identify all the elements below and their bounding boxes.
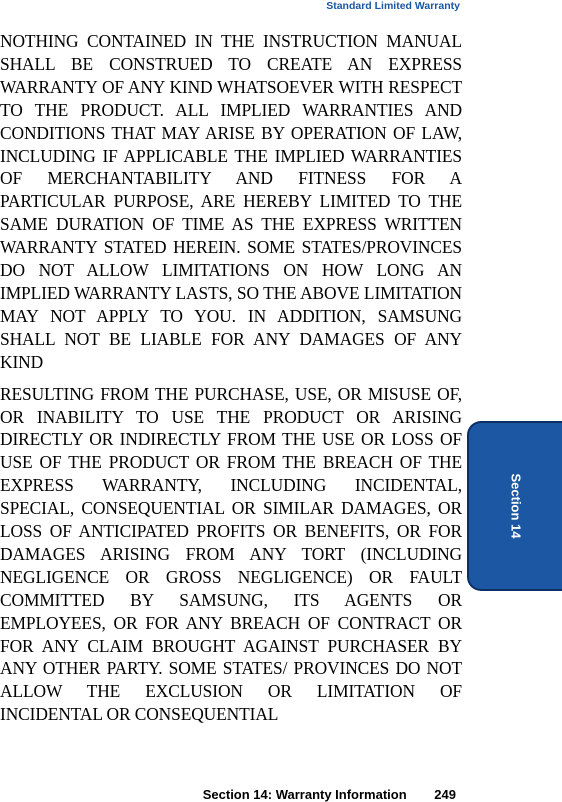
warranty-body-text: [0, 30, 462, 726]
paragraph-damages-limitation: RESULTING FROM THE PURCHASE, USE, OR MISUSE OF, OR INABILITY TO USE THE PRODUCT OR ARISING DIRECTLY OR INDIRECTLY FROM THE USE OR LOSS OF USE OF THE PRODUCT OR FROM THE BREACH OF THE EXPRESS WARRANTY, INCLUDING INCIDENTAL, SPECIAL, CONSEQUENTIAL OR SIMILAR DAMAGES, OR LOSS OF ANTICIPATED PROFITS OR BENEFITS, OR FOR DAMAGES ARISING FROM ANY TORT (INCLUDING NEGLIGENCE OR GROSS NEGLIGENCE) OR FAULT COMMITTED BY SAMSUNG, ITS AGENTS OR EMPLOYEES, OR FOR ANY BREACH OF CONTRACT OR FOR ANY CLAIM BROUGHT AGAINST PURCHASER BY ANY OTHER PARTY. SOME STATES/ PROVINCES DO NOT ALLOW THE EXCLUSION OR LIMITATION OF INCIDENTAL OR CONSEQUENTIAL: [0, 383, 462, 725]
section-tab-label: Section 14: [508, 473, 523, 539]
footer-section-title: Section 14: Warranty Information: [202, 787, 407, 802]
paragraph-implied-warranties: NOTHING CONTAINED IN THE INSTRUCTION MANUAL SHALL BE CONSTRUED TO CREATE AN EXPRESS WARRANTY OF ANY KIND WHATSOEVER WITH RESPECT TO THE PRODUCT. ALL IMPLIED WARRANTIES AND CONDITIONS THAT MAY ARISE BY OPERATION OF LAW, INCLUDING IF APPLICABLE THE IMPLIED WARRANTIES OF MERCHANTABILITY AND FITNESS FOR A PARTICULAR PURPOSE, ARE HEREBY LIMITED TO THE SAME DURATION OF TIME AS THE EXPRESS WRITTEN WARRANTY STATED HEREIN. SOME STATES/PROVINCES DO NOT ALLOW LIMITATIONS ON HOW LONG AN IMPLIED WARRANTY LASTS, SO THE ABOVE LIMITATION MAY NOT APPLY TO YOU. IN ADDITION, SAMSUNG SHALL NOT BE LIABLE FOR ANY DAMAGES OF ANY KIND: [0, 31, 462, 372]
section-tab: [467, 421, 562, 591]
running-header: Standard Limited Warranty: [326, 0, 460, 12]
page-number: 249: [434, 787, 456, 802]
page-footer: [203, 787, 456, 802]
